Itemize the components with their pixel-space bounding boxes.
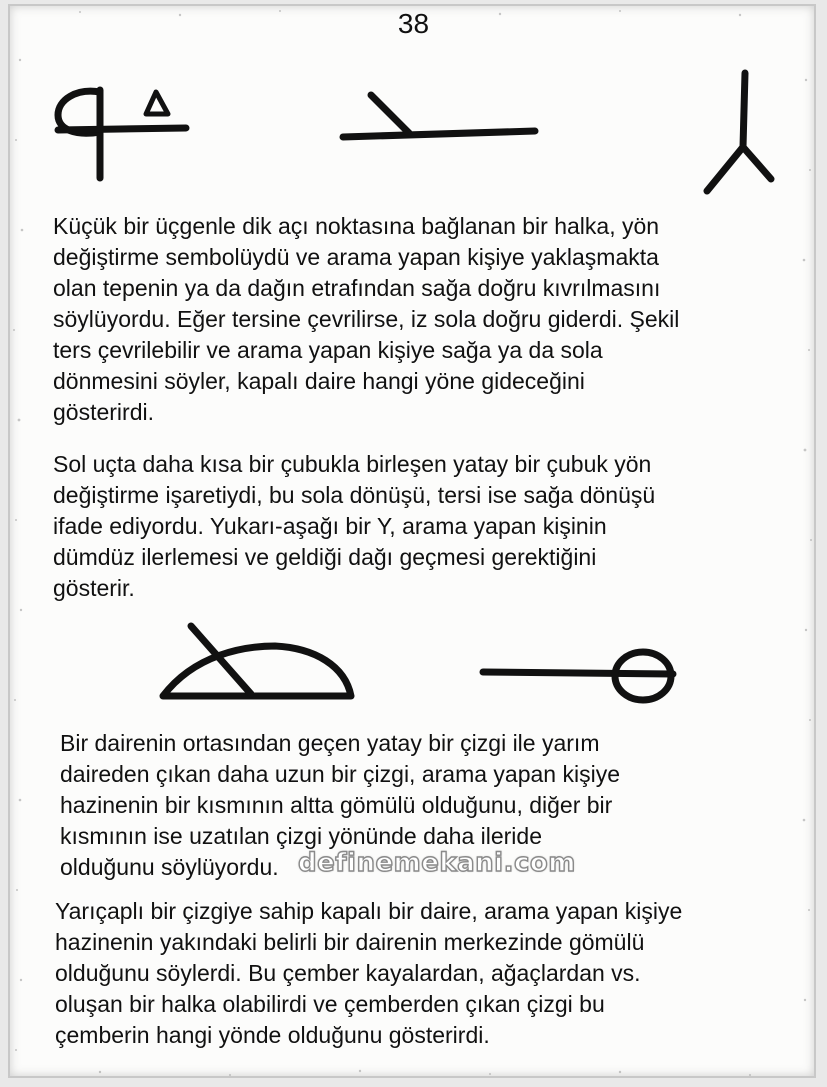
text-line: oluşan bir halka olabilirdi ve çemberden çıkan çizgi bu (55, 991, 605, 1017)
text-line: olduğunu söylüyordu. (60, 854, 279, 880)
text-line: gösterir. (53, 575, 135, 601)
text-line: daireden çıkan daha uzun bir çizgi, arama yapan kişiye (60, 761, 620, 787)
text-line: çemberin hangi yönde olduğunu gösterirdi. (55, 1022, 490, 1048)
text-line: olduğunu söylerdi. Bu çember kayalardan, ağaçlardan vs. (55, 960, 641, 986)
y-symbol (695, 65, 785, 200)
text-line: değiştirme işaretiydi, bu sola dönüşü, tersi ise sağa dönüşü (53, 482, 656, 508)
watermark: definemekani.com (298, 848, 576, 878)
text-line: ters çevrilebilir ve arama yapan kişiye sağa ya da sola (53, 337, 603, 363)
text-line: söylüyordu. Eğer tersine çevrilirse, iz sola doğru giderdi. Şekil (53, 306, 680, 332)
ring-triangle-symbol (48, 80, 198, 190)
text-line: gösterirdi. (53, 399, 154, 425)
line-to-circle-symbol (475, 640, 685, 710)
text-line: Yarıçaplı bir çizgiye sahip kapalı bir daire, arama yapan kişiye (55, 898, 683, 924)
text-line: dümdüz ilerlemesi ve geldiği dağı geçmesi gerektiğini (53, 544, 597, 570)
circle-line-half-circle-symbol (155, 618, 360, 703)
text-line: kısmının ise uzatılan çizgi yönünde daha ileride (60, 823, 543, 849)
text-line: ifade ediyordu. Yukarı-aşağı bir Y, arama yapan kişinin (53, 513, 607, 539)
paragraph-1 (53, 211, 679, 428)
horizontal-bar-left-stub-symbol (335, 85, 545, 150)
page-number: 38 (397, 8, 430, 39)
paragraph-2 (53, 449, 655, 604)
text-line: Bir dairenin ortasından geçen yatay bir çizgi ile yarım (60, 730, 600, 756)
text-line: Sol uçta daha kısa bir çubukla birleşen yatay bir çubuk yön (53, 451, 652, 477)
text-line: Küçük bir üçgenle dik açı noktasına bağlanan bir halka, yön (53, 213, 660, 239)
text-line: hazinenin yakındaki belirli bir dairenin merkezinde gömülü (55, 929, 645, 955)
text-line: dönmesini söyler, kapalı daire hangi yöne gideceğini (53, 368, 585, 394)
text-line: değiştirme sembolüydü ve arama yapan kişiye yaklaşmakta (53, 244, 659, 270)
paragraph-4 (55, 896, 682, 1051)
text-line: hazinenin bir kısmının altta gömülü olduğunu, diğer bir (60, 792, 613, 818)
text-line: olan tepenin ya da dağın etrafından sağa doğru kıvrılmasını (53, 275, 661, 301)
